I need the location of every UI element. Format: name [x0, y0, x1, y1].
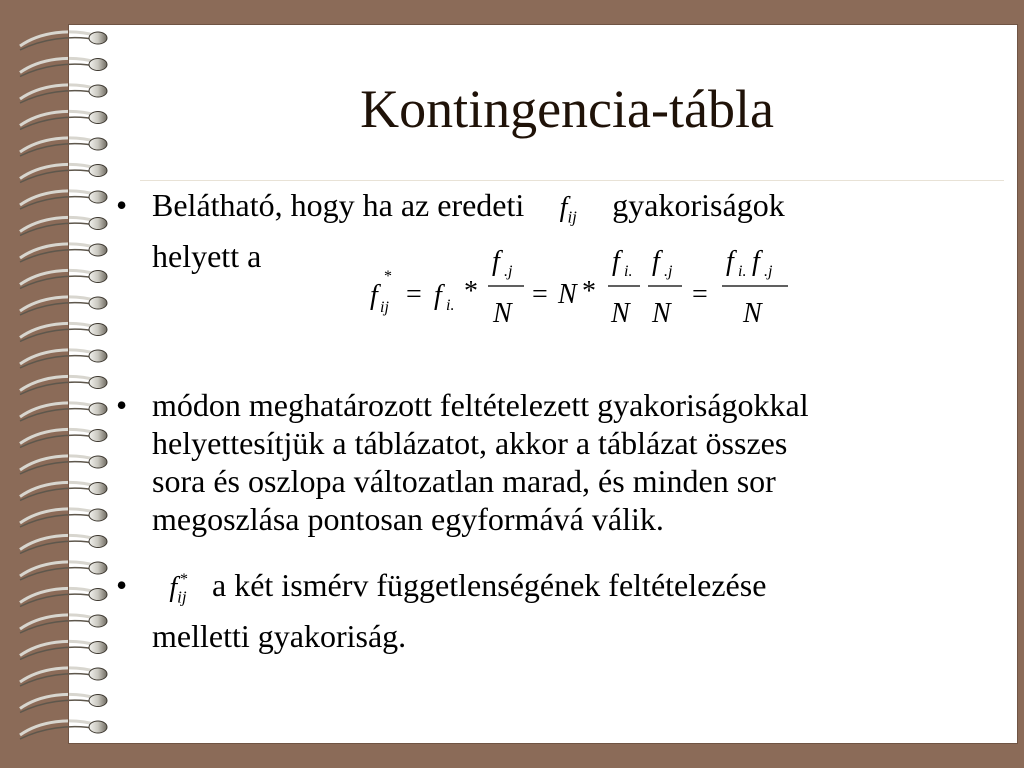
math-sub-ij: ij [177, 587, 187, 607]
slide-title: Kontingencia-tábla [360, 79, 774, 139]
bullet-3-math [152, 569, 204, 617]
spiral-hole [89, 695, 107, 707]
eq-frac3-num-a: f [726, 248, 734, 277]
spiral-hole [89, 244, 107, 256]
spiral-hole [89, 562, 107, 574]
eq-frac2b-num-sub: .j [664, 263, 673, 280]
spiral-hole [89, 297, 107, 309]
spiral-hole [89, 483, 107, 495]
spiral-hole [89, 509, 107, 521]
bullet-1-text-start: Belátható, hogy ha az eredeti [152, 187, 525, 223]
eq-frac2a-den: N [611, 298, 630, 329]
bullet-3-line-2: melletti gyakoriság. [152, 617, 407, 654]
eq-lhs-sub: ij [380, 299, 389, 316]
spiral-hole [89, 59, 107, 71]
spiral-hole [89, 377, 107, 389]
eq-equals-2: = [532, 279, 548, 310]
bullet-2-marker: • [116, 387, 128, 423]
bullet-3-line-1 [152, 566, 972, 617]
spiral-hole [89, 191, 107, 203]
eq-term1-sub: i. [446, 297, 455, 314]
spiral-hole [89, 324, 107, 336]
spiral-hole [89, 456, 107, 468]
spiral-hole [89, 218, 107, 230]
spiral-hole [89, 536, 107, 548]
spiral-hole [89, 721, 107, 733]
eq-term2: N [558, 279, 577, 310]
bullet-2-line-1: módon meghatározott feltételezett gyakoriságokkal [152, 387, 809, 423]
eq-frac1-num: f [492, 248, 500, 277]
math-sub-ij: ij [567, 207, 577, 227]
math-f: f [169, 572, 178, 603]
eq-frac1-den: N [493, 298, 512, 329]
eq-frac3-num-b-sub: .j [764, 263, 773, 280]
eq-term1: f [434, 280, 442, 311]
spiral-hole [89, 350, 107, 362]
eq-times-2: * [582, 276, 596, 307]
spiral-hole [89, 403, 107, 415]
eq-times-1: * [464, 276, 478, 307]
bullet-3 [116, 566, 972, 655]
eq-frac2a-num-sub: i. [624, 263, 633, 280]
math-sup-star: * [180, 571, 188, 588]
spiral-hole [89, 668, 107, 680]
eq-frac2b-num: f [652, 248, 660, 277]
eq-lhs: f [370, 280, 378, 311]
spiral-hole [89, 112, 107, 124]
bullet-2-line-2: helyettesítjük a táblázatot, akkor a táblázat összes [152, 425, 788, 461]
spiral-hole [89, 165, 107, 177]
bullet-1-marker: • [116, 187, 128, 223]
eq-equals-3: = [692, 279, 708, 310]
spiral-hole [89, 589, 107, 601]
spiral-hole [89, 138, 107, 150]
title-divider [140, 180, 1004, 181]
eq-equals-1: = [406, 279, 422, 310]
spiral-hole [89, 85, 107, 97]
spiral-hole [89, 430, 107, 442]
spiral-hole [89, 32, 107, 44]
spiral-hole [89, 642, 107, 654]
bullet-1-line-2: helyett a [152, 237, 262, 274]
math-f: f [559, 192, 568, 223]
eq-lhs-sup: * [384, 268, 392, 285]
eq-frac2b-den: N [652, 298, 671, 329]
eq-frac3-num-b: f [752, 248, 760, 277]
spiral-hole [89, 271, 107, 283]
eq-frac1-num-sub: .j [504, 263, 513, 280]
bullet-3-marker: • [116, 567, 128, 603]
spiral-hole [89, 615, 107, 627]
bullet-1-math [532, 189, 604, 237]
bullet-2-line-3: sora és oszlopa változatlan marad, és minden sor [152, 463, 776, 499]
eq-frac2a-num: f [612, 248, 620, 277]
bullet-3-text-end: a két ismérv függetlenségének feltételezése [212, 567, 767, 603]
bullet-2-line-4: megoszlása pontosan egyformává válik. [152, 501, 664, 537]
bullet-1-line-1 [152, 186, 952, 237]
eq-frac3-num-a-sub: i. [738, 263, 747, 280]
bullet-2 [116, 386, 992, 538]
eq-frac3-den: N [743, 298, 762, 329]
equation [360, 248, 800, 334]
bullet-1-text-end: gyakoriságok [612, 187, 785, 223]
